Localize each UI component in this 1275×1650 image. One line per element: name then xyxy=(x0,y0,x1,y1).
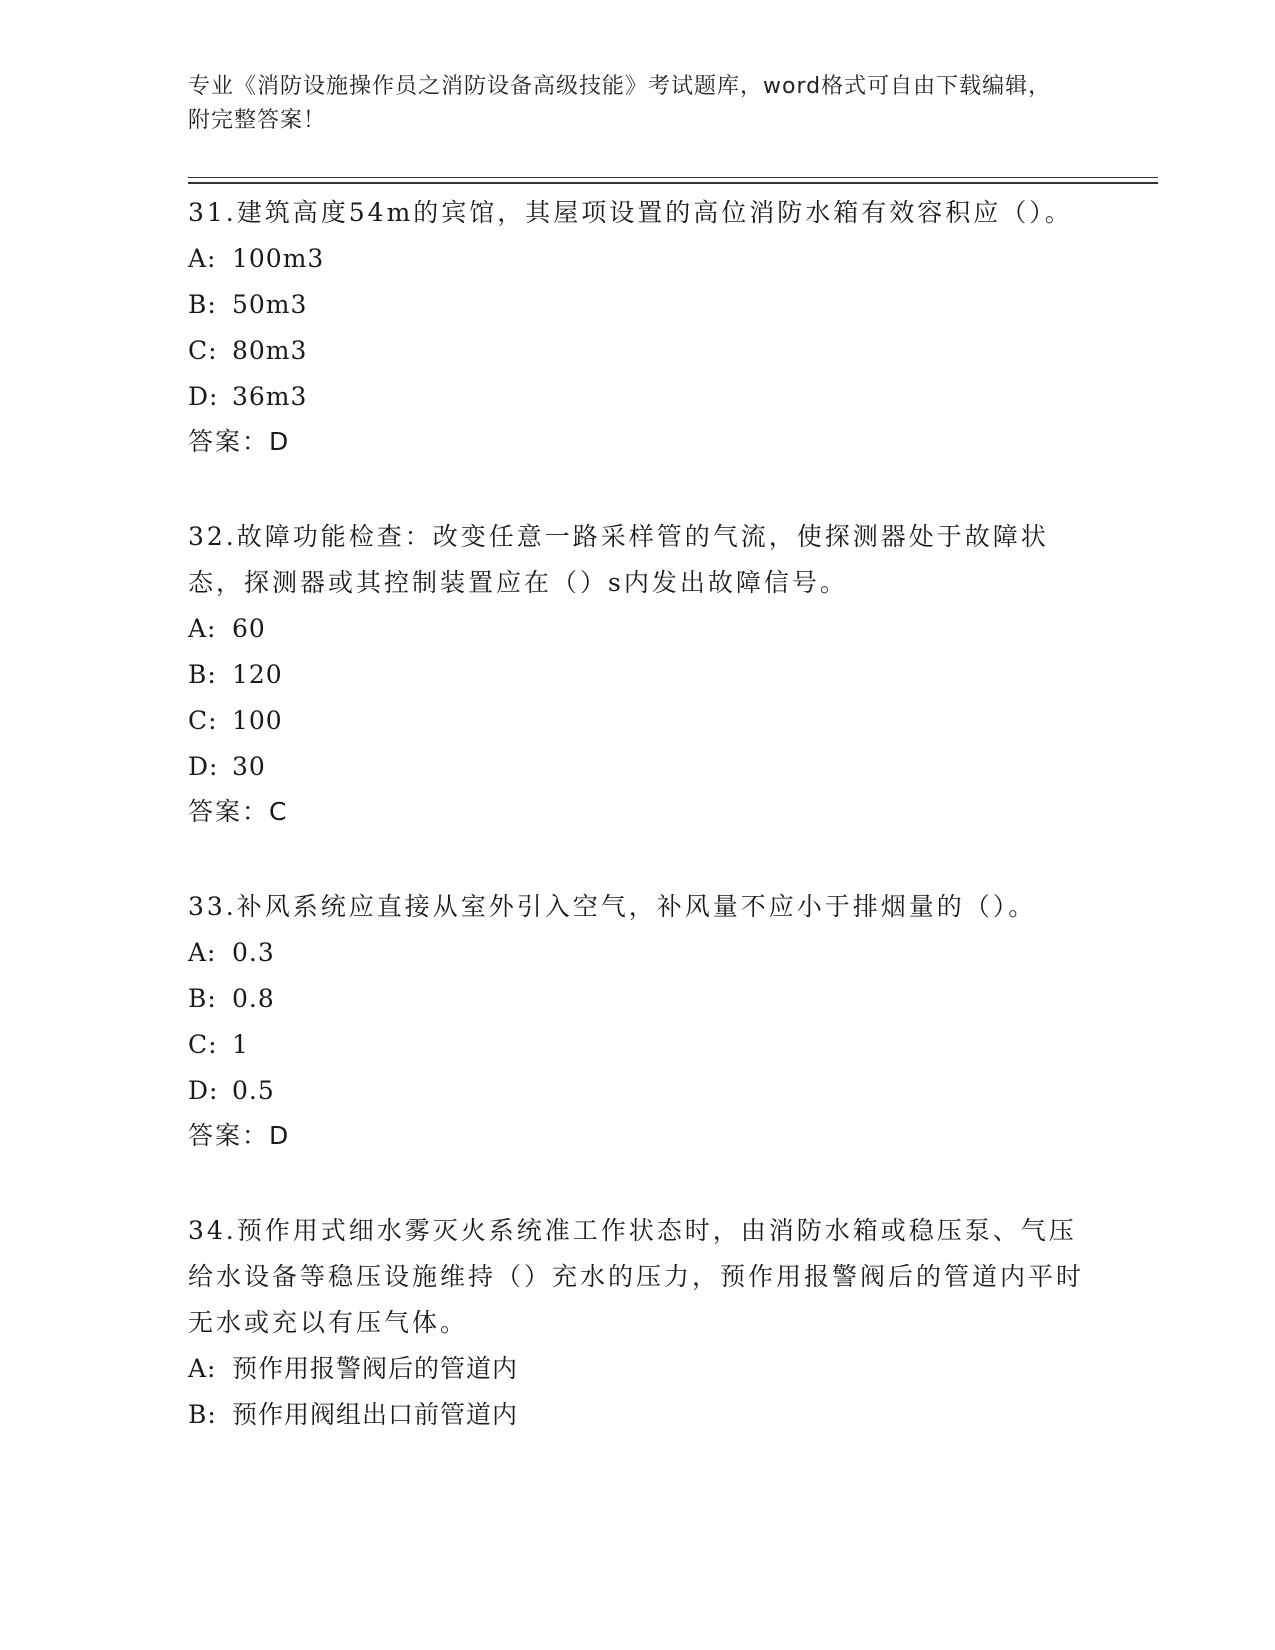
option-text: 预作用阀组出口前管道内 xyxy=(232,1400,519,1429)
option-b xyxy=(188,1392,1088,1438)
option-b xyxy=(188,282,1088,328)
option-key: B: xyxy=(188,984,217,1013)
option-key: B: xyxy=(188,1400,217,1429)
answer-line: 答案：C xyxy=(188,797,289,826)
option-a xyxy=(188,236,1088,282)
question-stem: 33.补风系统应直接从室外引入空气，补风量不应小于排烟量的（）。 xyxy=(188,892,1037,921)
option-key: C: xyxy=(188,706,218,735)
question-32 xyxy=(188,514,1088,834)
option-b xyxy=(188,652,1088,698)
header-divider-thick xyxy=(188,182,1158,184)
option-key: C: xyxy=(188,336,218,365)
option-b xyxy=(188,976,1088,1022)
option-d xyxy=(188,1068,1088,1114)
option-key: B: xyxy=(188,660,217,689)
option-key: B: xyxy=(188,290,217,319)
option-text: 100 xyxy=(232,706,283,735)
option-text: 0.5 xyxy=(232,1076,275,1105)
option-a xyxy=(188,1346,1088,1392)
option-key: A: xyxy=(188,244,217,273)
option-text: 100m3 xyxy=(232,244,325,273)
option-key: A: xyxy=(188,938,217,967)
question-stem: 32.故障功能检查：改变任意一路采样管的气流，使探测器处于故障状态，探测器或其控制装置应在（）s内发出故障信号。 xyxy=(188,522,1049,597)
option-c xyxy=(188,1022,1088,1068)
option-text: 50m3 xyxy=(232,290,308,319)
option-key: D: xyxy=(188,1076,219,1105)
option-text: 1 xyxy=(232,1030,249,1059)
option-text: 0.3 xyxy=(232,938,275,967)
option-key: D: xyxy=(188,752,219,781)
question-stem: 31.建筑高度54m的宾馆，其屋项设置的高位消防水箱有效容积应（）。 xyxy=(188,198,1073,227)
question-stem: 34.预作用式细水雾灭火系统准工作状态时，由消防水箱或稳压泵、气压给水设备等稳压设施维持（）充水的压力，预作用报警阀后的管道内平时无水或充以有压气体。 xyxy=(188,1216,1085,1337)
option-text: 60 xyxy=(232,614,266,643)
option-key: A: xyxy=(188,614,217,643)
question-31 xyxy=(188,190,1088,464)
option-key: A: xyxy=(188,1354,217,1383)
question-33 xyxy=(188,884,1088,1158)
option-c xyxy=(188,698,1088,744)
option-c xyxy=(188,328,1088,374)
option-d xyxy=(188,744,1088,790)
answer-line: 答案：D xyxy=(188,427,291,456)
header-divider-thin xyxy=(188,177,1158,178)
option-text: 36m3 xyxy=(232,382,308,411)
question-list xyxy=(188,190,1088,1488)
option-text: 预作用报警阀后的管道内 xyxy=(232,1354,519,1383)
option-key: D: xyxy=(188,382,219,411)
option-text: 30 xyxy=(232,752,266,781)
option-d xyxy=(188,374,1088,420)
option-text: 80m3 xyxy=(232,336,308,365)
option-key: C: xyxy=(188,1030,218,1059)
option-text: 0.8 xyxy=(232,984,275,1013)
option-a xyxy=(188,930,1088,976)
answer-line: 答案：D xyxy=(188,1121,291,1150)
document-header: 专业《消防设施操作员之消防设备高级技能》考试题库，word格式可自由下载编辑，附完整答案！ xyxy=(188,74,1052,133)
question-34 xyxy=(188,1208,1088,1438)
option-text: 120 xyxy=(232,660,283,689)
option-a xyxy=(188,606,1088,652)
